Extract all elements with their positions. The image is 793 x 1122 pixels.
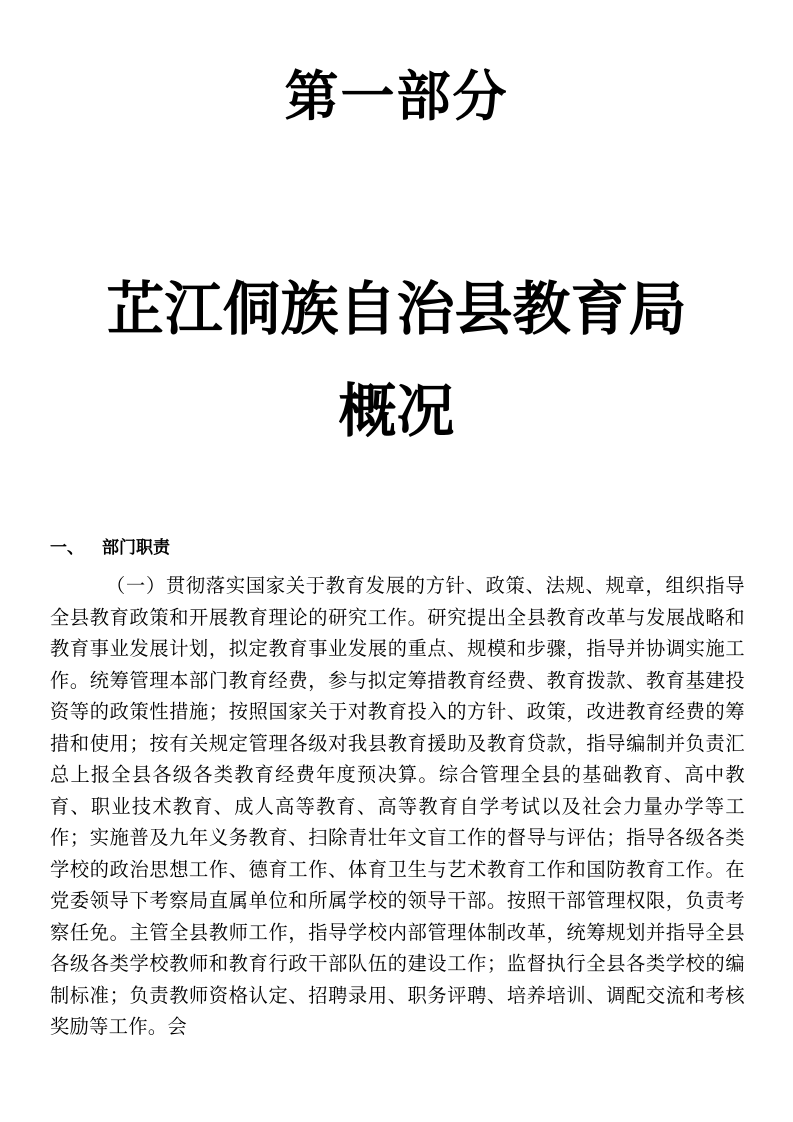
body-paragraph: （一）贯彻落实国家关于教育发展的方针、政策、法规、规章，组织指导全县教育政策和开展教育理论的研究工作。研究提出全县教育改革与发展战略和教育事业发展计划，拟定教育事业发展的重点、规模和步骤，指导并协调实施工作。统筹管理本部门教育经费，参与拟定筹措教育经费、教育拨款、教育基建投资等的政策性措施；按照国家关于对教育投入的方针、政策，改进教育经费的筹措和使用；按有关规定管理各级对我县教育援助及教育贷款，指导编制并负责汇总上报全县各级各类教育经费年度预决算。综合管理全县的基础教育、高中教育、职业技术教育、成人高等教育、高等教育自学考试以及社会力量办学等工作；实施普及九年义务教育、扫除青壮年文盲工作的督导与评估；指导各级各类学校的政治思想工作、德育工作、体育卫生与艺术教育工作和国防教育工作。在党委领导下考察局直属单位和所属学校的领导干部。按照干部管理权限，负责考察任免。主管全县教师工作，指导学校内部管理体制改革，统筹规划并指导全县各级各类学校教师和教育行政干部队伍的建设工作；监督执行全县各类学校的编制标准；负责教师资格认定、招聘录用、职务评聘、培养培训、调配交流和考核奖励等工作。会	[50, 574, 745, 1038]
document-title: 芷江侗族自治县教育局	[106, 275, 687, 343]
section-number: 一、	[50, 538, 84, 558]
part-title: 第一部分	[284, 65, 509, 128]
section-heading	[50, 535, 170, 561]
section-heading-text: 部门职责	[102, 538, 170, 558]
document-subtitle: 概况	[338, 377, 455, 445]
